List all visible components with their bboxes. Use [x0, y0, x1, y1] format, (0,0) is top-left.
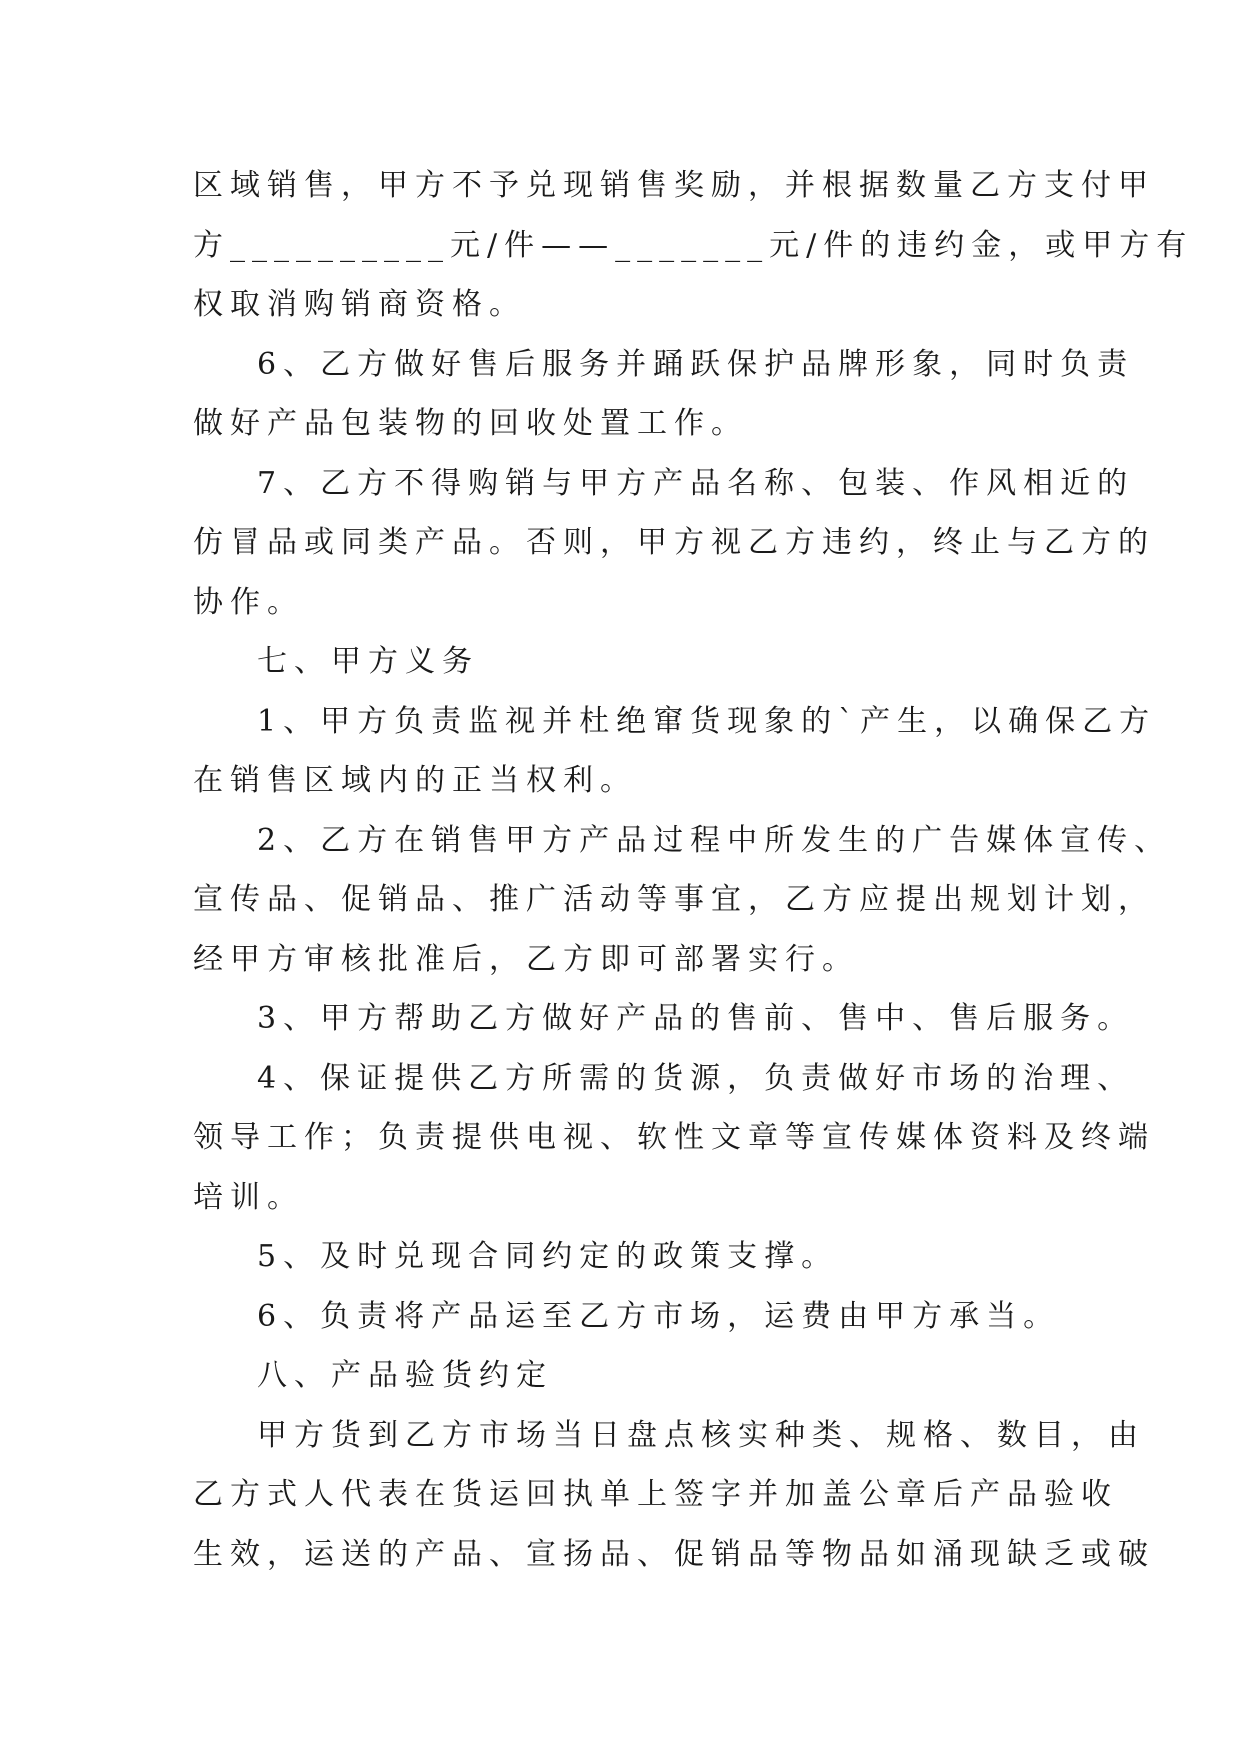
text-line: 4、保证提供乙方所需的货源，负责做好市场的治理、: [257, 1060, 1135, 1096]
text-line: 在销售区域内的正当权利。: [193, 763, 637, 798]
text-line: 7、乙方不得购销与甲方产品名称、包装、作风相近的: [257, 465, 1135, 501]
text-line: 仿冒品或同类产品。否则，甲方视乙方违约，终止与乙方的: [193, 525, 1155, 560]
text-line: 6、负责将产品运至乙方市场，运费由甲方承当。: [257, 1298, 1061, 1334]
text-line: 权取消购销商资格。: [193, 287, 526, 322]
text-line: 1、甲方负责监视并杜绝窜货现象的`产生，以确保乙方: [257, 703, 1157, 739]
section-heading: 八、产品验货约定: [257, 1358, 553, 1393]
text-line: 2、乙方在销售甲方产品过程中所发生的广告媒体宣传、: [257, 822, 1172, 858]
text-line: 3、甲方帮助乙方做好产品的售前、售中、售后服务。: [257, 1001, 1135, 1036]
text-line: 甲方货到乙方市场当日盘点核实种类、规格、数目，由: [257, 1417, 1145, 1453]
text-line: 区域销售，甲方不予兑现销售奖励，并根据数量乙方支付甲: [193, 168, 1155, 203]
text-line: 生效，运送的产品、宣扬品、促销品等物品如涌现缺乏或破: [193, 1536, 1155, 1572]
text-line: 协作。: [193, 584, 304, 620]
text-line: 领导工作；负责提供电视、软性文章等宣传媒体资料及终端: [193, 1120, 1155, 1155]
document-body: [193, 156, 1194, 1584]
text-line: 乙方式人代表在货运回执单上签字并加盖公章后产品验收: [193, 1477, 1118, 1512]
text-line: 培训。: [193, 1179, 304, 1215]
text-line: 宣传品、促销品、推广活动等事宜，乙方应提出规划计划，: [193, 882, 1155, 917]
text-line: 经甲方审核批准后，乙方即可部署实行。: [193, 941, 859, 977]
text-line: 方__________元/件——_______元/件的违约金，或甲方有: [193, 227, 1194, 263]
text-line: 6、乙方做好售后服务并踊跃保护品牌形象，同时负责: [257, 346, 1135, 382]
text-line: 做好产品包装物的回收处置工作。: [193, 406, 748, 441]
text-line: 5、及时兑现合同约定的政策支撑。: [257, 1239, 839, 1274]
section-heading: 七、甲方义务: [257, 644, 479, 679]
